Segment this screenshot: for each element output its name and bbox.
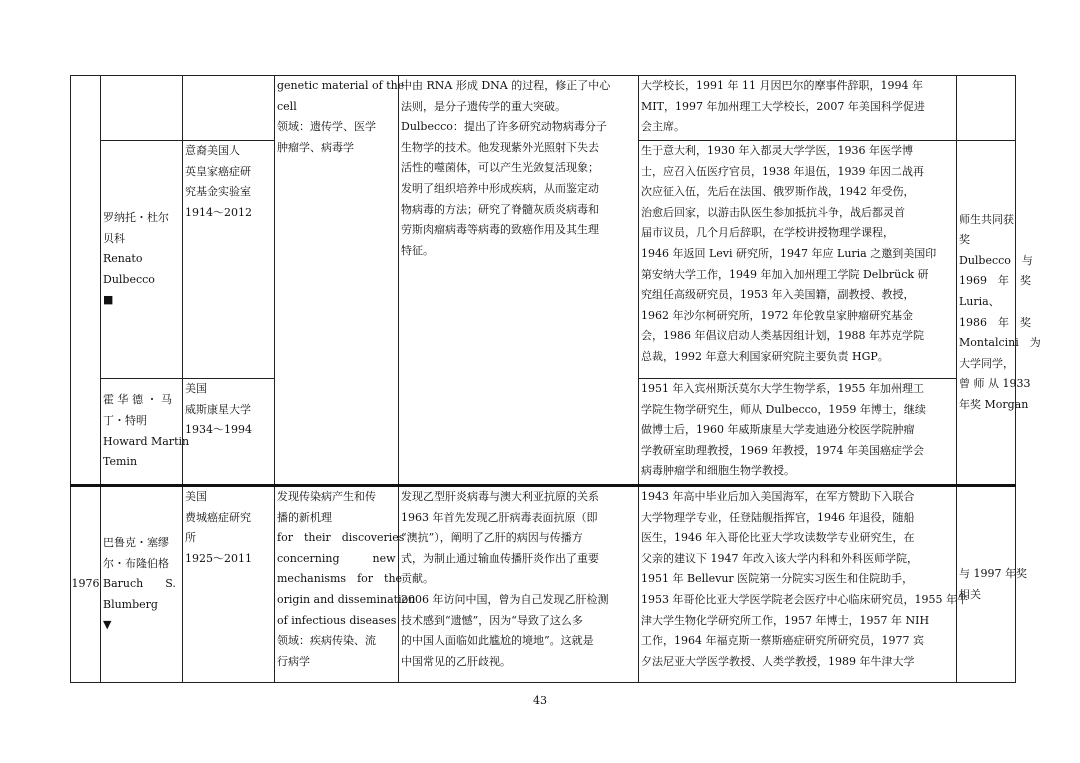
- contribution-line: 发现传染病产生和传: [277, 490, 376, 503]
- person-line: Temin: [103, 455, 138, 469]
- contribution-line: of infectious diseases: [277, 613, 397, 627]
- biography-line: MIT，1997 年加州理工大学校长，2007 年美国科学促进: [641, 99, 925, 113]
- person-line: 贝科: [103, 231, 125, 245]
- biography-line: 1953 年哥伦比亚大学医学院老会医疗中心临床研究员，1955 年牛: [641, 592, 968, 606]
- contribution-line: 领域：疾病传染、流: [277, 634, 376, 648]
- institution-line: 费城癌症研究: [185, 510, 251, 524]
- institution-line: 美国: [185, 490, 207, 503]
- description-line: 2006 年访问中国，曾为自己发现乙肝检测: [401, 592, 609, 606]
- biography-line: 究组任高级研究员，1953 年入美国籍，副教授、教授，: [641, 288, 915, 302]
- remark-line: 与 1997 年奖: [959, 566, 1027, 580]
- biography-line: 医生，1946 年入哥伦比亚大学攻读数学专业研究生，在: [641, 531, 915, 545]
- year-text: 1976: [71, 577, 100, 591]
- biography-line: 津大学生物化学研究所工作，1957 年博士，1957 年 NIH: [641, 613, 930, 627]
- biography-line: 第安纳大学工作，1949 年加入加州理工学院 Delbrück 研: [641, 267, 929, 281]
- biography-line: 夕法尼亚大学医学教授、人类学教授，1989 年牛津大学: [641, 654, 915, 668]
- remark-line: Luria、: [959, 294, 1000, 308]
- biography-line: 学院生物学研究生，师从 Dulbecco，1959 年博士，继续: [641, 402, 926, 416]
- biography-line: 1951 年 Bellevur 医院第一分院实习医生和住院助手，: [641, 572, 914, 586]
- remark-line: 大学同学，: [959, 356, 1014, 370]
- biography-line: 父亲的建议下 1947 年改入该大学内科和外科医师学院，: [641, 551, 918, 565]
- description-line: 发现乙型肝炎病毒与澳大利亚抗原的关系: [401, 490, 599, 503]
- person-line: Blumberg: [103, 597, 158, 611]
- contribution-line: 领域：遗传学、医学: [277, 120, 376, 134]
- institution-line: 意裔美国人: [185, 144, 240, 157]
- person-line: 尔・布隆伯格: [103, 556, 169, 570]
- contribution-line: mechanisms for the: [277, 572, 403, 586]
- remark-line: 奖: [959, 233, 970, 247]
- contribution-cell: [275, 76, 405, 486]
- biography-cell: [639, 141, 957, 379]
- description-line: 技术感到“遗憾”，因为“导致了这么多: [401, 613, 583, 627]
- remark-line: 曾 师 从 1933: [959, 377, 1031, 391]
- biography-line: 工作，1964 年福克斯一蔡斯癌症研究所研究员，1977 宾: [641, 634, 924, 648]
- remark-cell: [957, 76, 1016, 141]
- remark-line: Dulbecco 与: [959, 253, 1033, 267]
- biography-line: 届市议员，几个月后辞职，在学校讲授物理学课程，: [641, 226, 894, 240]
- year-cell: [71, 486, 101, 683]
- contribution-line: 肿瘤学、病毒学: [277, 140, 354, 154]
- institution-cell: [183, 486, 275, 683]
- table-row: [71, 76, 1016, 141]
- contribution-line: for their discoveries: [277, 531, 405, 545]
- biography-line: 病毒肿瘤学和细胞生物学教授。: [641, 464, 795, 478]
- contribution-line: genetic material of the: [277, 79, 405, 92]
- description-line: 生物学的技术。他发现紫外光照射下失去: [401, 140, 599, 154]
- description-line: 贡献。: [401, 572, 434, 586]
- person-line: Renato: [103, 252, 143, 266]
- description-line: Dulbecco：提出了许多研究动物病毒分子: [401, 120, 607, 134]
- biography-cell: [639, 486, 968, 683]
- person-line: 霍 华 德 ・ 马: [103, 393, 172, 407]
- remark-line: Montalcini 为: [959, 336, 1041, 350]
- year-cell: [71, 76, 101, 486]
- institution-line: 1934～1994: [185, 423, 252, 437]
- description-line: 的中国人面临如此尴尬的境地”。这就是: [401, 634, 594, 648]
- description-line: 1963 年首先发现乙肝病毒表面抗原（即: [401, 510, 598, 524]
- remark-line: 1969 年 奖: [959, 274, 1031, 288]
- biography-line: 士，应召入伍医疗官员，1938 年退伍，1939 年因二战再: [641, 164, 924, 178]
- contribution-cell: [275, 486, 416, 683]
- laureate-name-cell: [101, 141, 183, 379]
- remark-cell: [957, 486, 1027, 683]
- biography-line: 治愈后回家，以游击队医生参加抵抗斗争，战后都灵首: [641, 205, 905, 219]
- description-line: 式，为制止通过输血传播肝炎作出了重要: [401, 551, 599, 565]
- contribution-line: origin and dissemination: [277, 592, 416, 606]
- biography-line: 会主席。: [641, 120, 685, 134]
- biography-line: 1943 年高中毕业后加入美国海军，在军方赞助下入联合: [641, 490, 915, 503]
- biography-line: 做博士后，1960 年威斯康星大学麦迪逊分校医学院肿瘤: [641, 423, 915, 437]
- institution-line: 威斯康星大学: [185, 402, 251, 416]
- biography-line: 会，1986 年倡议启动人类基因组计划，1988 年苏克学院: [641, 329, 924, 343]
- description-line: 活性的噬菌体，可以产生光敛复活现象；: [401, 161, 599, 175]
- person-line: 巴鲁克・塞缪: [103, 536, 169, 550]
- biography-line: 大学物理学专业，任登陆舰指挥官，1946 年退役，随船: [641, 510, 915, 524]
- page-number: 43: [533, 694, 547, 707]
- description-line: 物病毒的方法；研究了脊髓灰质炎病毒和: [401, 202, 599, 216]
- laureate-name-cell: [101, 379, 190, 486]
- biography-line: 1946 年返回 Levi 研究所，1947 年应 Luria 之邀到美国印: [641, 246, 937, 260]
- person-line: Dulbecco: [103, 272, 155, 286]
- contribution-line: 行病学: [277, 654, 310, 668]
- description-line: “澳抗”），阐明了乙肝的病因与传播方: [401, 531, 583, 545]
- biography-line: 次应征入伍，先后在法国、俄罗斯作战，1942 年受伤，: [641, 185, 915, 199]
- institution-line: 英皇家癌症研: [185, 164, 251, 178]
- institution-cell: [183, 76, 275, 141]
- biography-line: 1962 年沙尔柯研究所，1972 年伦敦皇家肿瘤研究基金: [641, 308, 913, 322]
- biography-cell: [639, 379, 957, 486]
- biography-line: 1951 年入宾州斯沃莫尔大学生物学系，1955 年加州理工: [641, 382, 924, 395]
- contribution-line: cell: [277, 99, 297, 113]
- remark-line: 年奖 Morgan: [959, 397, 1029, 411]
- contribution-line: 播的新机理: [277, 510, 332, 524]
- description-cell: [399, 486, 639, 683]
- person-line: 丁・特明: [103, 413, 147, 427]
- biography-line: 总裁，1992 年意大利国家研究院主要负责 HGP。: [641, 349, 889, 363]
- institution-line: 1925～2011: [185, 551, 252, 565]
- description-line: 法则，是分子遗传学的重大突破。: [401, 99, 566, 113]
- biography-line: 大学校长，1991 年 11 月因巴尔的摩事件辞职，1994 年: [641, 79, 923, 92]
- remark-line: 1986 年 奖: [959, 315, 1031, 329]
- person-line: ▼: [103, 618, 112, 632]
- institution-cell: [183, 379, 275, 486]
- description-line: 中国常见的乙肝歧视。: [401, 654, 511, 668]
- table-row: [71, 486, 1016, 683]
- institution-line: 究基金实验室: [185, 185, 251, 199]
- institution-line: 1914～2012: [185, 205, 252, 219]
- person-line: Howard Martin: [103, 434, 190, 448]
- institution-cell: [183, 141, 275, 379]
- biography-line: 学教研室助理教授，1969 年教授，1974 年美国癌症学会: [641, 443, 924, 457]
- remark-cell: [957, 141, 1041, 486]
- description-line: 发明了组织培养中形成疾病，从而鉴定动: [401, 181, 599, 195]
- contribution-line: concerning new: [277, 551, 396, 565]
- nobel-laureates-table: [70, 75, 1041, 683]
- description-line: 劳斯肉瘤病毒等病毒的致癌作用及其生理: [401, 223, 599, 237]
- remark-line: 师生共同获: [959, 212, 1014, 226]
- biography-cell: [639, 76, 957, 141]
- remark-line: 相关: [959, 587, 981, 601]
- institution-line: 所: [185, 531, 196, 545]
- laureate-name-cell: [101, 76, 183, 141]
- institution-line: 美国: [185, 382, 207, 395]
- description-line: 特征。: [401, 243, 434, 257]
- biography-line: 生于意大利，1930 年入都灵大学学医，1936 年医学博: [641, 144, 913, 157]
- person-line: ■: [103, 293, 114, 307]
- description-cell: [399, 76, 639, 486]
- laureate-name-cell: [101, 486, 183, 683]
- person-line: Baruch S.: [103, 577, 176, 591]
- description-line: 中由 RNA 形成 DNA 的过程，修正了中心: [401, 79, 611, 92]
- person-line: 罗纳托・杜尔: [103, 211, 169, 225]
